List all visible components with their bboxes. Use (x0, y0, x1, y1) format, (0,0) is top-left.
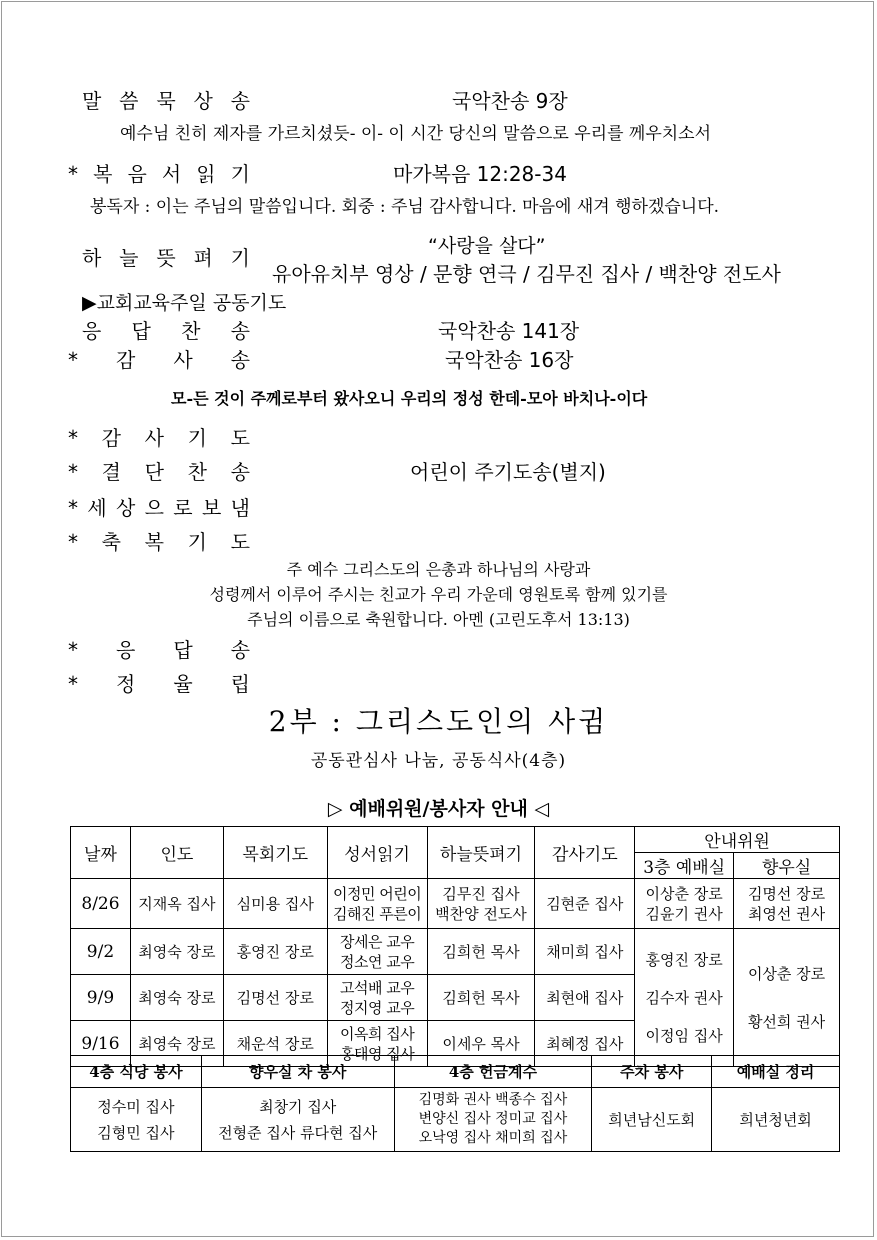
cell-line: 이옥희 집사 (339, 1024, 415, 1043)
cell-tea (201, 1088, 394, 1152)
order-label-char: 읽 (196, 162, 216, 186)
order-label-char: 냄 (230, 496, 250, 520)
order-label-char: 감 (116, 348, 136, 372)
cell-line: 김해진 푸른이 (332, 904, 422, 923)
order-label-char: 기 (187, 426, 207, 450)
cell-parking: 희년남신도회 (592, 1088, 712, 1152)
cell-line: 백찬양 전도사 (435, 904, 527, 923)
order-label (68, 424, 250, 452)
order-label-char: 상 (115, 496, 136, 520)
order-label (68, 670, 250, 698)
cell-line: 김명선 장로 (747, 884, 826, 903)
order-label-char: 응 (82, 319, 102, 343)
order-label-char: 말 (82, 89, 102, 113)
header-tea: 향우실 차 봉사 (201, 1056, 394, 1088)
order-content: 국악찬송 9장 (452, 89, 568, 113)
sermon-detail: 유아유치부 영상 / 문향 연극 / 김무진 집사 / 백찬양 전도사 (272, 262, 781, 286)
cell-line: 김수자 권사 (645, 988, 723, 1007)
order-label-char: 보 (201, 496, 222, 520)
order-label-char: 정 (116, 672, 136, 696)
cell-line: 최창기 집사 (259, 1097, 337, 1116)
required-mark: * (68, 426, 78, 450)
cell-guide-hyangwoo (734, 879, 840, 929)
cell-cafeteria (71, 1088, 202, 1152)
header-date: 날짜 (71, 827, 131, 879)
part2-title: 2부 : 그리스도인의 사귐 (268, 705, 609, 738)
order-label-char: 서 (161, 162, 182, 186)
order-label (68, 346, 250, 374)
order-label (68, 528, 250, 556)
order-label-char: 펴 (193, 246, 213, 270)
header-guides: 안내위원 (635, 827, 840, 853)
cell-reading (327, 929, 427, 975)
cell-lead: 지재옥 집사 (130, 879, 223, 929)
header-offering-count: 4층 헌금계수 (394, 1056, 592, 1088)
cell-thanks: 최현애 집사 (535, 975, 635, 1021)
cell-line: 김명화 권사 백종수 집사 (418, 1092, 568, 1108)
order-label-char: 뜻 (156, 246, 176, 270)
committee-heading: ▷ 예배위원/봉사자 안내 ◁ (327, 798, 550, 820)
cell-thanks: 김현준 집사 (535, 879, 635, 929)
required-mark: * (68, 496, 78, 520)
order-label-char: 답 (173, 638, 193, 662)
cell-date: 9/16 (71, 1021, 131, 1067)
order-label (82, 317, 250, 345)
required-mark: * (68, 162, 78, 186)
order-label-char: 씀 (119, 89, 139, 113)
cell-line: 홍태영 집사 (339, 1044, 415, 1063)
order-label (68, 458, 250, 486)
order-label-char: 으 (144, 496, 164, 520)
order-label-char: 감 (101, 426, 121, 450)
order-label-char: 찬 (181, 319, 201, 343)
prayer-heading: ▶교회교육주일 공동기도 (82, 292, 287, 314)
cell-pastoral: 김명선 장로 (223, 975, 327, 1021)
cell-reading (327, 975, 427, 1021)
order-content: 국악찬송 16장 (445, 348, 574, 372)
table-row (71, 879, 840, 929)
cell-line: 이상춘 장로 (747, 964, 826, 983)
order-label-char: 사 (144, 426, 164, 450)
order-label-char: 송 (230, 348, 250, 372)
committee-schedule-table (70, 826, 840, 1067)
required-mark: * (68, 638, 78, 662)
cell-line: 김무진 집사 (442, 884, 520, 903)
order-label-char: 기 (230, 246, 250, 270)
order-label-char: 묵 (156, 89, 176, 113)
sermon-title: “사랑을 살다” (428, 235, 546, 257)
cell-pastoral: 홍영진 장로 (223, 929, 327, 975)
benediction-line-3: 주님의 이름으로 축원합니다. 아멘 (고린도후서 13:13) (247, 610, 630, 629)
order-label-char: 율 (173, 672, 193, 696)
cell-line: 정지영 교우 (339, 998, 415, 1017)
cell-line: 전형준 집사 류다현 집사 (218, 1123, 378, 1142)
part2-subtitle: 공동관심사 나눔, 공동식사(4층) (310, 751, 567, 771)
cell-line: 황선희 권사 (747, 1012, 826, 1031)
cell-sermon: 김희헌 목사 (427, 975, 535, 1021)
order-label-char: 송 (230, 460, 250, 484)
cell-guide-3f-merged (635, 929, 734, 1067)
cell-line: 최영선 권사 (747, 904, 826, 923)
cell-line: 고석배 교우 (339, 978, 415, 997)
order-content: 마가복음 12:28-34 (393, 162, 567, 186)
cell-offering-count (394, 1088, 592, 1152)
offering-line: 모-든 것이 주께로부터 왔사오니 우리의 정성 한데-모아 바치나-이다 (171, 389, 648, 408)
header-cleanup: 예배실 정리 (712, 1056, 840, 1088)
order-label-char: 응 (116, 638, 136, 662)
cell-date: 9/9 (71, 975, 131, 1021)
order-label-char: 도 (230, 530, 250, 554)
cell-line: 홍영진 장로 (645, 950, 723, 969)
cell-line: 이정임 집사 (645, 1026, 723, 1045)
cell-pastoral: 채운석 장로 (223, 1021, 327, 1067)
cell-reading (327, 879, 427, 929)
cell-line: 김윤기 권사 (645, 904, 723, 923)
header-guide-3f: 3층 예배실 (635, 853, 734, 879)
order-label (82, 87, 250, 115)
order-label-char: 음 (127, 162, 147, 186)
benediction-line-2: 성령께서 이루어 주시는 친교가 우리 가운데 영원토록 함께 있기를 (209, 585, 668, 604)
cell-date: 9/2 (71, 929, 131, 975)
required-mark: * (68, 530, 78, 554)
cell-thanks: 채미희 집사 (535, 929, 635, 975)
order-label (68, 636, 250, 664)
order-label (82, 244, 250, 272)
cell-line: 정소연 교우 (339, 952, 415, 971)
cell-line: 변양신 집사 정미교 집사 (418, 1111, 568, 1127)
header-pastoral-prayer: 목회기도 (223, 827, 327, 879)
cell-guide-hyangwoo-merged (734, 929, 840, 1067)
cell-line: 오낙영 집사 채미희 집사 (418, 1130, 568, 1146)
header-cafeteria: 4층 식당 봉사 (71, 1056, 202, 1088)
order-label (68, 160, 250, 188)
cell-line: 이상춘 장로 (645, 884, 723, 903)
order-label-char: 결 (101, 460, 121, 484)
required-mark: * (68, 672, 78, 696)
order-label-char: 사 (173, 348, 193, 372)
order-label-char: 송 (230, 638, 250, 662)
order-label-char: 복 (93, 162, 113, 186)
cell-line: 정수미 집사 (97, 1097, 175, 1116)
table-row (71, 1088, 840, 1152)
order-content: 국악찬송 141장 (438, 319, 580, 343)
order-label-char: 립 (230, 672, 250, 696)
order-label-char: 답 (131, 319, 151, 343)
order-label-char: 복 (144, 530, 164, 554)
required-mark: * (68, 460, 78, 484)
cell-pastoral: 심미용 집사 (223, 879, 327, 929)
cell-guide-3f (635, 879, 734, 929)
cell-sermon: 김희헌 목사 (427, 929, 535, 975)
gospel-response-line: 봉독자 : 이는 주님의 말씀입니다. 회중 : 주님 감사합니다. 마음에 새겨 행하겠습니다. (90, 197, 720, 217)
benediction-line-1: 주 예수 그리스도의 은총과 하나님의 사랑과 (286, 560, 591, 579)
order-label-char: 송 (230, 319, 250, 343)
header-sermon: 하늘뜻펴기 (427, 827, 535, 879)
cell-line: 김형민 집사 (97, 1123, 175, 1142)
order-label-char: 도 (230, 426, 250, 450)
order-label-char: 로 (173, 496, 193, 520)
order-label-char: 단 (144, 460, 164, 484)
cell-line: 장세은 교우 (339, 932, 415, 951)
cell-sermon (427, 879, 535, 929)
required-mark: * (68, 348, 78, 372)
header-guide-hyangwoo: 향우실 (734, 853, 840, 879)
order-label-char: 늘 (119, 246, 139, 270)
order-label (68, 494, 250, 522)
cell-cleanup: 희년청년회 (712, 1088, 840, 1152)
order-content: 어린이 주기도송(별지) (410, 460, 606, 484)
cell-lead: 최영숙 장로 (130, 975, 223, 1021)
order-label-char: 기 (230, 162, 250, 186)
header-thanks-prayer: 감사기도 (535, 827, 635, 879)
order-label-char: 기 (187, 530, 207, 554)
cell-date: 8/26 (71, 879, 131, 929)
cell-thanks: 최혜정 집사 (535, 1021, 635, 1067)
order-label-char: 송 (230, 89, 250, 113)
header-parking: 주차 봉사 (592, 1056, 712, 1088)
order-label-char: 축 (101, 530, 121, 554)
order-label-char: 세 (87, 496, 107, 520)
cell-lead: 최영숙 장로 (130, 1021, 223, 1067)
order-label-char: 찬 (187, 460, 207, 484)
order-label-char: 상 (193, 89, 213, 113)
header-lead: 인도 (130, 827, 223, 879)
cell-lead: 최영숙 장로 (130, 929, 223, 975)
volunteer-service-table (70, 1055, 840, 1152)
table-row (71, 929, 840, 975)
cell-sermon: 이세우 목사 (427, 1021, 535, 1067)
meditation-response-line: 예수님 친히 제자를 가르치셨듯- 이- 이 시간 당신의 말씀으로 우리를 께우치소서 (120, 124, 712, 144)
cell-line: 이정민 어린이 (332, 884, 422, 903)
header-bible-reading: 성서읽기 (327, 827, 427, 879)
order-label-char: 하 (82, 246, 102, 270)
